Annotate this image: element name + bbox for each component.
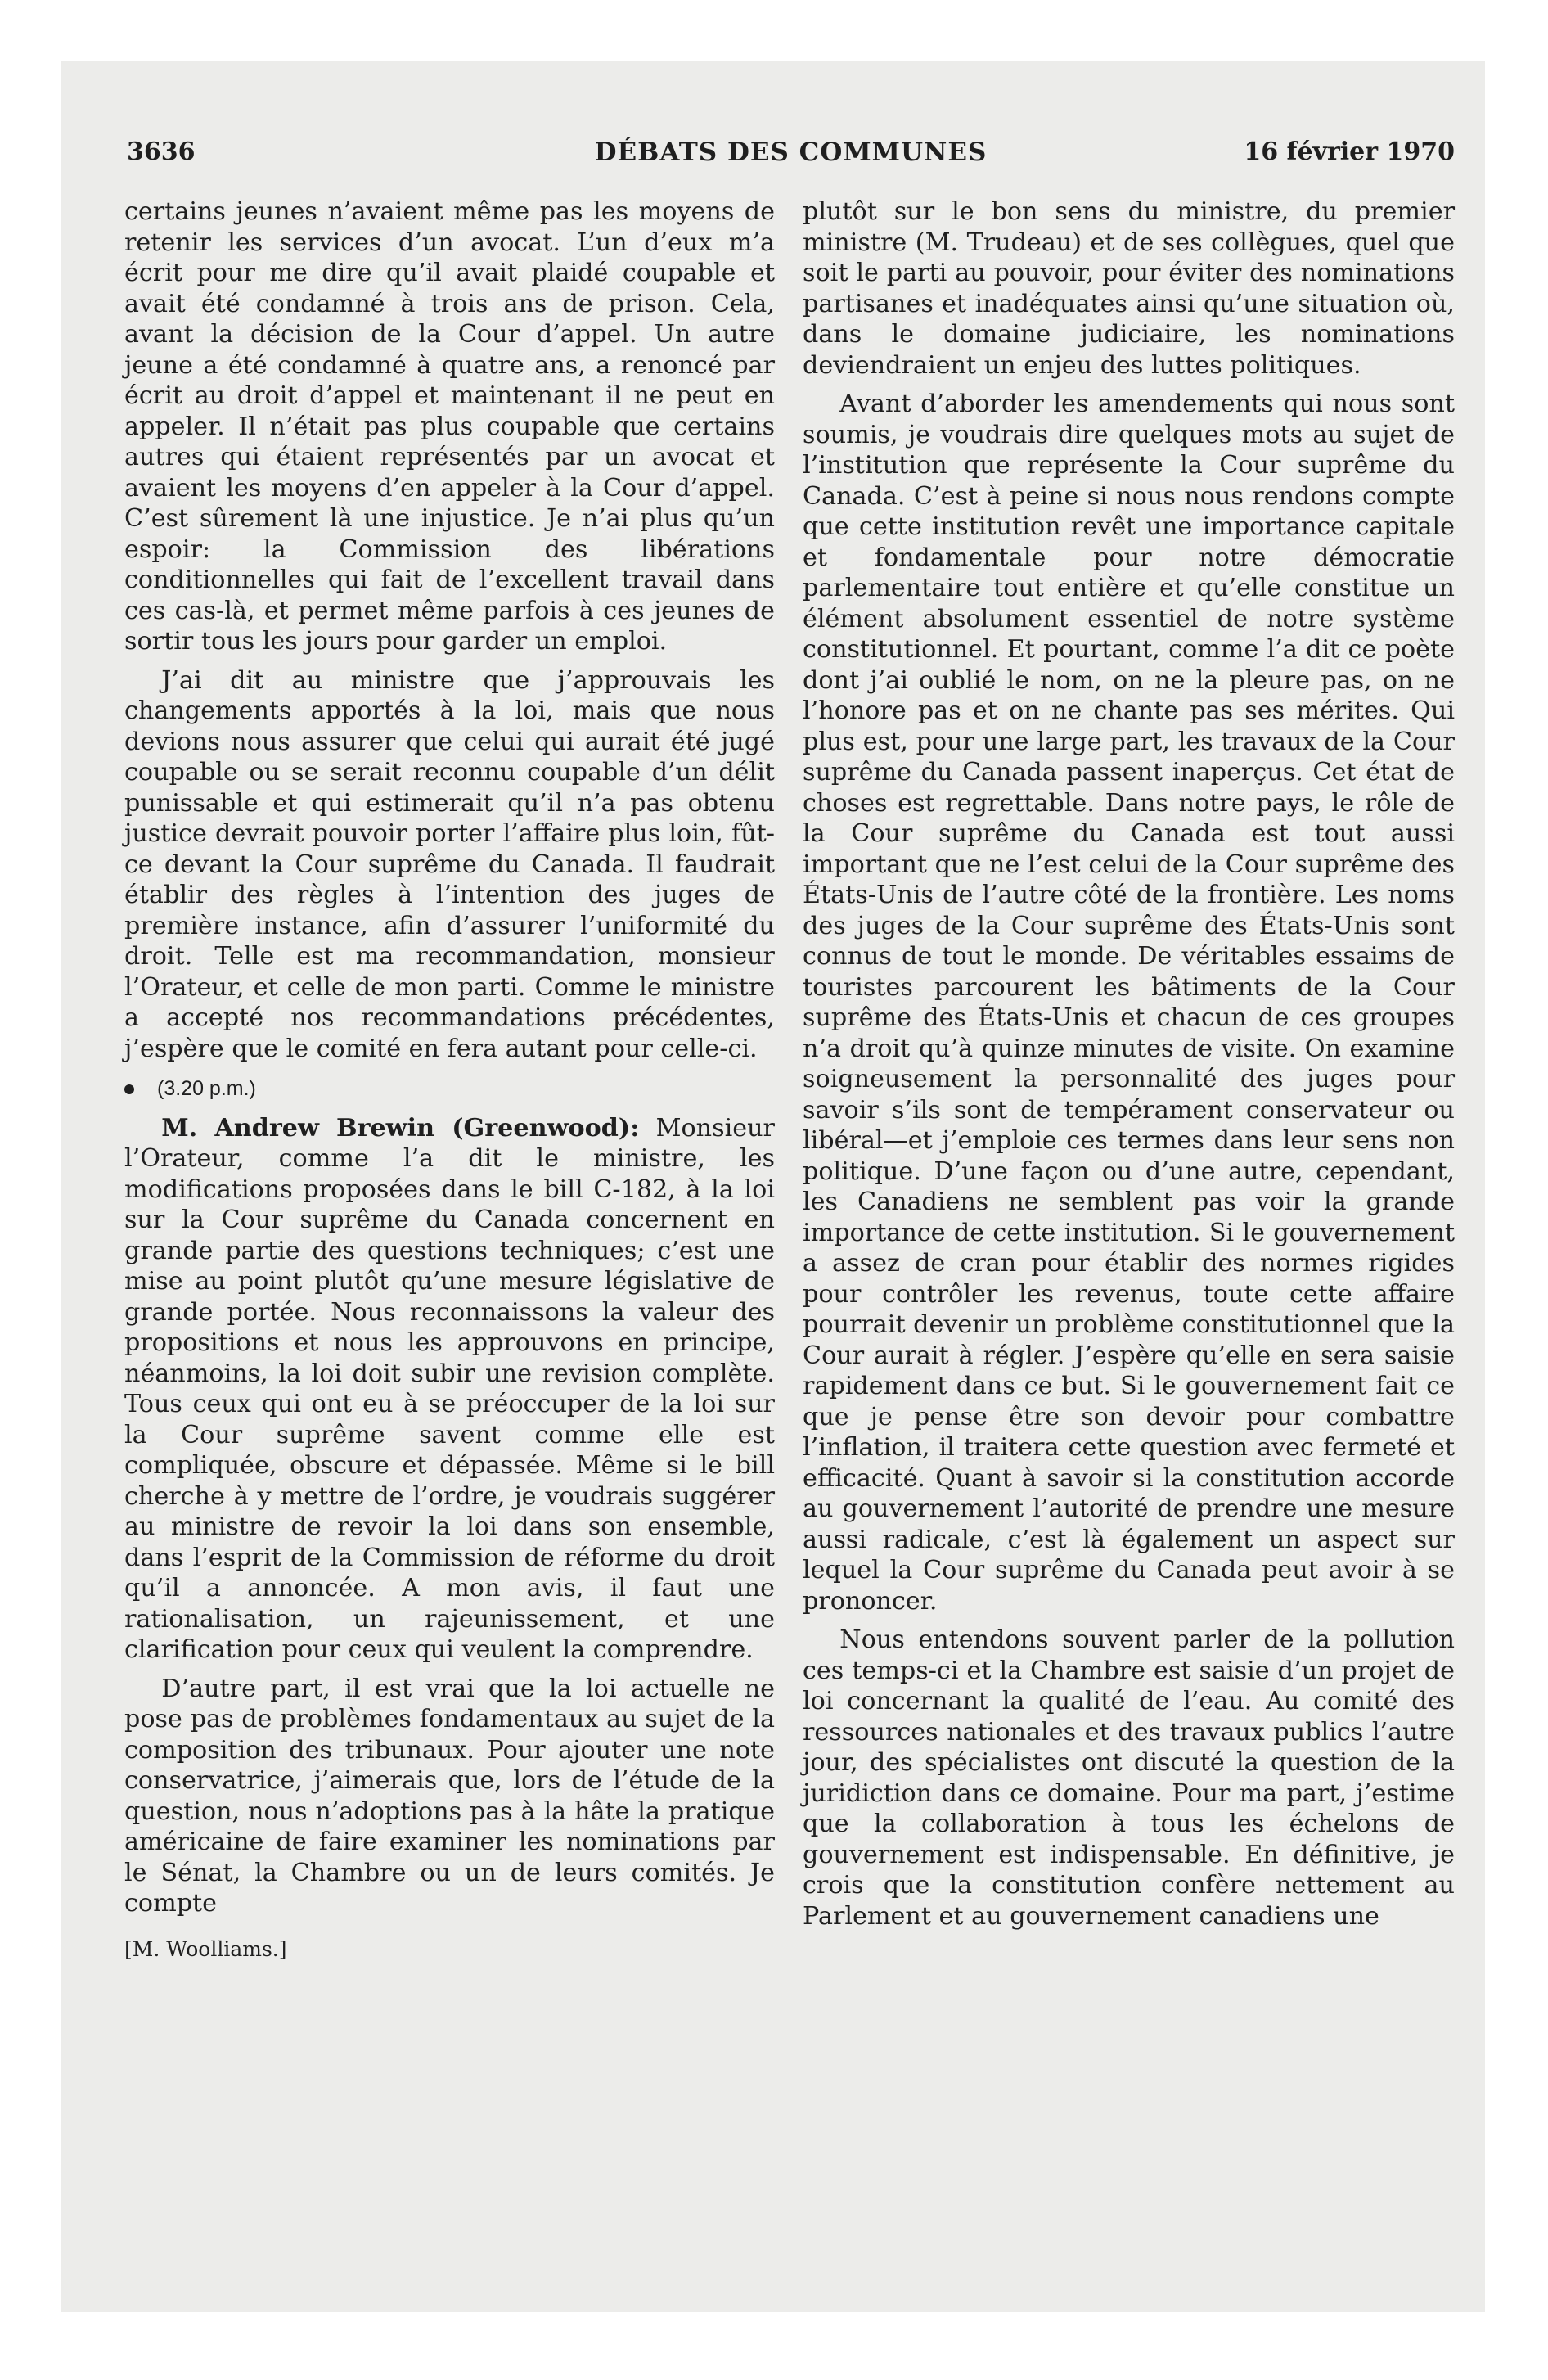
page-date: 16 février 1970 [1244, 137, 1455, 166]
right-column [803, 196, 1455, 1931]
left-paragraph-1: certains jeunes n’avaient même pas les moyens de retenir les services d’un avocat. L’un d’eux m’a écrit pour me dire qu’il avait plaidé coupable et avait été condamné à trois ans de prison. Cela, avant la décision de la Cour d’appel. Un autre jeune a été condamné à quatre ans, a renoncé par écrit au droit d’appel et maintenant il ne peut en appeler. Il n’était pas plus coupable que certains autres qui étaient représentés par un avocat et avaient les moyens d’en appeler à la Cour d’appel. C’est sûrement là une injustice. Je n’ai plus qu’un espoir: la Commission des libérations conditionnelles qui fait de l’excellent travail dans ces cas-là, et permet même parfois à ces jeunes de sortir tous les jours pour garder un emploi. [124, 197, 775, 656]
left-paragraph-2: J’ai dit au ministre que j’approuvais les changements apportés à la loi, mais que nous devions nous assurer que celui qui aurait été jugé coupable ou se serait reconnu coupable d’un délit punissable et qui estimerait qu’il n’a pas obtenu justice devrait pouvoir porter l’affaire plus loin, fût-ce devant la Cour suprême du Canada. Il faudrait établir des règles à l’intention des juges de première instance, afin d’assurer l’uniformité du droit. Telle est ma recommandation, monsieur l’Orateur, et celle de mon parti. Comme le ministre a accepté nos recommandations précédentes, j’espère que le comité en fera autant pour celle-ci. [124, 665, 775, 1063]
right-paragraph-1: plutôt sur le bon sens du ministre, du premier ministre (M. Trudeau) et de ses collègues, quel que soit le parti au pouvoir, pour éviter des nominations partisanes et inadéquates ainsi qu’une situation où, dans le domaine judiciaire, les nominations deviendraient un enjeu des luttes politiques. [803, 197, 1455, 380]
left-paragraph-3 [124, 1113, 775, 1666]
left-column [124, 196, 775, 1964]
publication-title: DÉBATS DES COMMUNES [594, 137, 988, 167]
page-number: 3636 [127, 137, 196, 166]
speaker-speech: Monsieur l’Orateur, comme l’a dit le ministre, les modifications proposées dans le bill C-182, à la loi sur la Cour suprême du Canada concernent en grande partie des questions techniques; c’est une mise au point plutôt qu’une mesure législative de grande portée. Nous reconnaissons la valeur des propositions et nous les approuvons en principe, néanmoins, la loi doit subir une revision complète. Tous ceux qui ont eu à se préoccuper de la loi sur la Cour suprême savent comme elle est compliquée, obscure et dépassée. Même si le bill cherche à y mettre de l’ordre, je voudrais suggérer au ministre de revoir la loi dans son ensemble, dans l’esprit de la Commission de réforme du droit qu’il a annoncée. A mon avis, il faut une rationalisation, un rajeunissement, et une clarification pour ceux qui veulent la comprendre. [124, 1113, 775, 1664]
left-paragraph-4: D’autre part, il est vrai que la loi actuelle ne pose pas de problèmes fondamentaux au sujet de la composition des tribunaux. Pour ajouter une note conservatrice, j’aimerais que, lors de l’étude de la question, nous n’adoptions pas à la hâte la pratique américaine de faire examiner les nominations par le Sénat, la Chambre ou un de leurs comités. Je compte [124, 1674, 775, 1918]
right-paragraph-2: Avant d’aborder les amendements qui nous sont soumis, je voudrais dire quelques mots au sujet de l’institution que représente la Cour suprême du Canada. C’est à peine si nous nous rendons compte que cette institution revêt une importance capitale et fondamentale pour notre démocratie parlementaire tout entière et qu’elle constitue un élément absolument essentiel de notre système constitutionnel. Et pourtant, comme l’a dit ce poète dont j’ai oublié le nom, on ne la pleure pas, on ne l’honore pas et on ne chante pas ses mérites. Qui plus est, pour une large part, les travaux de la Cour suprême du Canada passent inaperçus. Cet état de choses est regrettable. Dans notre pays, le rôle de la Cour suprême du Canada est tout aussi important que ne l’est celui de la Cour suprême des États-Unis de l’autre côté de la frontière. Les noms des juges de la Cour suprême des États-Unis sont connus de tout le monde. De véritables essaims de touristes parcourent les bâtiments de la Cour suprême des États-Unis et chacun de ces groupes n’a droit qu’à quinze minutes de visite. On examine soigneusement la personnalité des juges pour savoir s’ils sont de tempérament conservateur ou libéral—et j’emploie ces termes dans leur sens non politique. D’une façon ou d’une autre, cependant, les Canadiens ne semblent pas voir la grande importance de cette institution. Si le gouvernement a assez de cran pour établir des normes rigides pour contrôler les revenus, toute cette affaire pourrait devenir un problème constitutionnel que la Cour aurait à régler. J’espère qu’elle en sera saisie rapidement dans ce but. Si le gouvernement fait ce que je pense être son devoir pour combattre l’inflation, il traitera cette question avec fermeté et efficacité. Quant à savoir si la constitution accorde au gouvernement l’autorité de prendre une mesure aussi radicale, c’est là également un aspect sur lequel la Cour suprême du Canada peut avoir à se prononcer. [803, 390, 1455, 1616]
time-marker [124, 1074, 775, 1105]
bullet-icon [124, 1084, 134, 1094]
footer-reference: [M. Woolliams.] [124, 1936, 287, 1961]
speaker-name: M. Andrew Brewin (Greenwood): [161, 1113, 640, 1143]
time-marker-text: (3.20 p.m.) [157, 1077, 256, 1100]
page-header [127, 137, 1455, 174]
right-paragraph-3: Nous entendons souvent parler de la pollution ces temps-ci et la Chambre est saisie d’un projet de loi concernant la qualité de l’eau. Au comité des ressources nationales et des travaux publics l’autre jour, des spécialistes ont discuté la question de la juridiction dans ce domaine. Pour ma part, j’estime que la collaboration à tous les échelons de gouvernement est indispensable. En définitive, je crois que la constitution confère nettement au Parlement et au gouvernement canadiens une [803, 1625, 1455, 1931]
